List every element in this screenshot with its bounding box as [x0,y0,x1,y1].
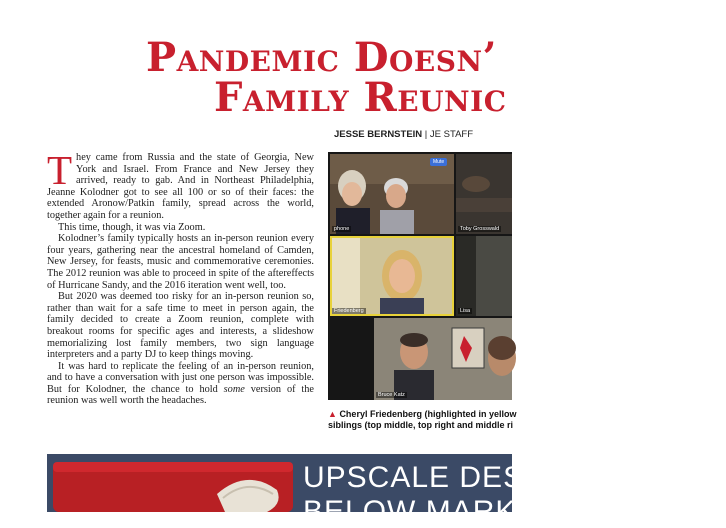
caption-text-1: Cheryl Friedenberg (highlighted in yellow [339,409,517,419]
headline-line-2: Family Reunic [214,74,507,121]
advertisement-banner [47,454,538,528]
article-paragraph-3: Kolodner’s family typically hosts an in-person reunion every four years, gathering near the ancestral homeland of Camden, New Jersey, for feasts, music and commemorative ceremonies. The 2012 reunion was able to proceed in spite of the aftereffects of Hurricane Sandy, and the 2016 iteration went well, too. [47,233,314,291]
zoom-tile-1 [330,154,454,234]
headline-line-1: Pandemic Doesn’ [146,34,497,81]
article-paragraph-2: This time, though, it was via Zoom. [58,221,206,233]
zoom-tile-3-highlighted [330,236,454,316]
zoom-participant-name: Bruce Katz [378,392,405,398]
ad-headline-line-1: UPSCALE DES [303,461,525,494]
zoom-screenshot-photo [328,152,512,400]
caption-triangle-icon: ▲ [328,409,337,419]
byline-role: JE STAFF [429,129,474,140]
article-paragraph-4: But 2020 was deemed too risky for an in-person reunion so, rather than wait for a safe time to meet in person again, the family decided to create a Zoom reunion, complete with breakout rooms for specific ages and interests, a slideshow memorializing lost family members, two sign language interpreters and a party DJ to keep things moving. [47,291,314,361]
photo-caption [328,409,528,431]
article-paragraph-5 [47,361,314,407]
person-photo [374,318,512,400]
article-paragraph-5-em: some [223,383,245,395]
byline [334,129,473,140]
person-photo [330,154,454,234]
zoom-tile-4 [456,236,512,316]
zoom-participant-name: Toby Grosswald [460,226,500,232]
mute-badge: Mute [430,158,447,166]
person-photo [456,154,512,234]
person-photo [330,236,454,316]
article-paragraph-1 [47,147,314,222]
person-photo [456,236,512,316]
byline-separator: | [422,129,430,140]
article-paragraph-1-text: hey came from Russia and the state of Georgia, New York and Israel. From France and New Jersey they arrived, ready to gab. And in Northeast Philadelphia, Jeanne Kolodner got to see all 100 or so of their faces: the extended Aronow/Patkin family, spread across the world, together again for a reunion. [47,152,314,221]
article-body [47,147,314,407]
sofa-photo [47,454,303,512]
zoom-tile-2 [456,154,512,234]
drop-cap: T [47,147,73,193]
caption-line-1 [328,409,528,420]
zoom-participant-name: Lisa [460,308,471,314]
article-paragraph-5-b: version of the reunion was well worth the headaches. [47,383,314,407]
ad-headline-line-2: BELOW MARKE [303,495,538,528]
zoom-participant-name: phone [334,226,350,232]
zoom-participant-name: Friedenberg [334,308,364,314]
caption-line-2: siblings (top middle, top right and middle ri [328,420,513,430]
zoom-tile-5 [374,318,512,400]
byline-author: JESSE BERNSTEIN [334,129,423,140]
tile-background [456,154,512,234]
article-paragraph-5-a: It was hard to replicate the feeling of an in-person reunion, and to have a conversation with just one person was impossible. But for Kolodner, the chance to hold [47,360,314,395]
